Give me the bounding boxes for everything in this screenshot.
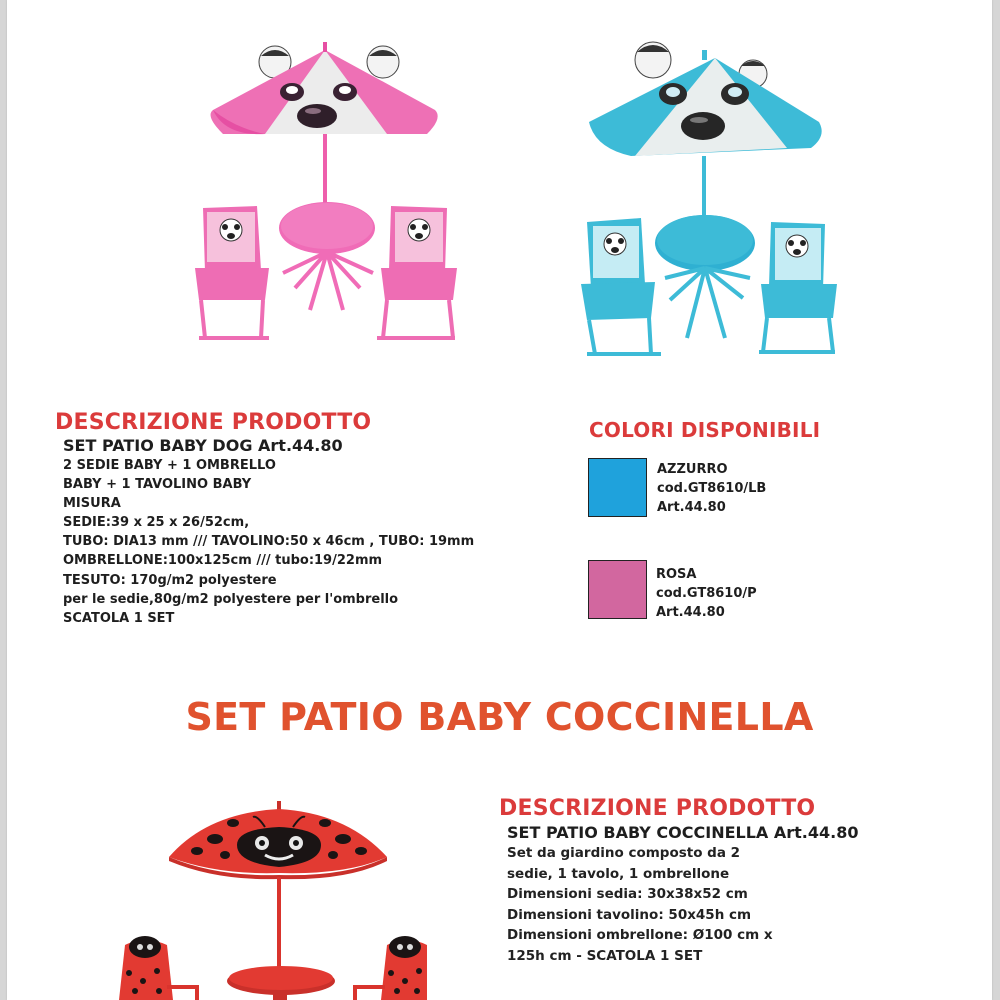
- chair-right: [377, 206, 457, 338]
- color-swatch-azzurro: [588, 458, 647, 517]
- color-option-rosa: [656, 565, 757, 622]
- umbrella-pole: [277, 877, 281, 977]
- ladybug-spec-line: 125h cm - SCATOLA 1 SET: [507, 947, 703, 964]
- ladybug-description: [499, 796, 858, 966]
- ladybug-description-heading: DESCRIZIONE PRODOTTO: [499, 796, 816, 821]
- color-swatch-rosa: [588, 560, 647, 619]
- dog-spec-line: SEDIE:39 x 25 x 26/52cm,: [63, 515, 250, 531]
- chair-right: [353, 936, 427, 1000]
- chair-left: [119, 936, 199, 1000]
- chair-left: [581, 218, 661, 354]
- dog-spec-line: TESUTO: 170g/m2 polyestere: [63, 572, 277, 588]
- color-name: ROSA: [656, 567, 697, 582]
- ladybug-spec-line: Dimensioni tavolino: 50x45h cm: [507, 906, 752, 923]
- color-code: cod.GT8610/P: [656, 586, 757, 601]
- ladybug-spec-line: Dimensioni sedia: 30x38x52 cm: [507, 886, 748, 902]
- catalog-page: [7, 0, 992, 1000]
- umbrella: [169, 801, 387, 879]
- dog-spec-line: 2 SEDIE BABY + 1 OMBRELLO: [63, 458, 276, 473]
- dog-spec-line: MISURA: [63, 496, 121, 512]
- colors-heading: COLORI DISPONIBILI: [589, 418, 821, 442]
- ladybug-section-title: SET PATIO BABY COCCINELLA: [185, 695, 814, 739]
- chair-right: [759, 222, 837, 352]
- chair-left: [195, 206, 269, 338]
- dog-spec-line: BABY + 1 TAVOLINO BABY: [63, 477, 252, 493]
- dog-product-title: SET PATIO BABY DOG Art.44.80: [63, 436, 343, 455]
- color-art: Art.44.80: [657, 500, 726, 515]
- table: [279, 202, 375, 310]
- table: [227, 966, 335, 1000]
- dog-spec-line: per le sedie,80g/m2 polyestere per l'ombrello: [63, 591, 399, 607]
- color-art: Art.44.80: [656, 605, 725, 620]
- dog-spec-line: SCATOLA 1 SET: [63, 610, 175, 626]
- dog-spec-line: TUBO: DIA13 mm /// TAVOLINO:50 x 46cm , TUBO: 19mm: [63, 534, 475, 550]
- available-colors: [589, 418, 820, 442]
- color-name: AZZURRO: [657, 462, 728, 477]
- umbrella: [589, 42, 822, 156]
- ladybug-product-title: SET PATIO BABY COCCINELLA Art.44.80: [507, 823, 859, 842]
- dog-description-heading: DESCRIZIONE PRODOTTO: [55, 410, 372, 435]
- blue-dog-patio-set-image: [565, 38, 865, 358]
- ladybug-spec-line: Set da giardino composto da 2: [507, 845, 741, 861]
- pink-dog-patio-set-image: [165, 38, 465, 358]
- table: [655, 215, 755, 338]
- color-option-azzurro: [657, 460, 766, 517]
- dog-spec-line: OMBRELLONE:100x125cm /// tubo:19/22mm: [63, 553, 383, 569]
- dog-description: [55, 410, 474, 628]
- color-code: cod.GT8610/LB: [657, 481, 767, 496]
- ladybug-spec-line: sedie, 1 tavolo, 1 ombrellone: [507, 865, 730, 882]
- ladybug-spec-line: Dimensioni ombrellone: Ø100 cm x: [507, 927, 773, 943]
- umbrella: [211, 42, 438, 134]
- ladybug-patio-set-image: [97, 795, 427, 1000]
